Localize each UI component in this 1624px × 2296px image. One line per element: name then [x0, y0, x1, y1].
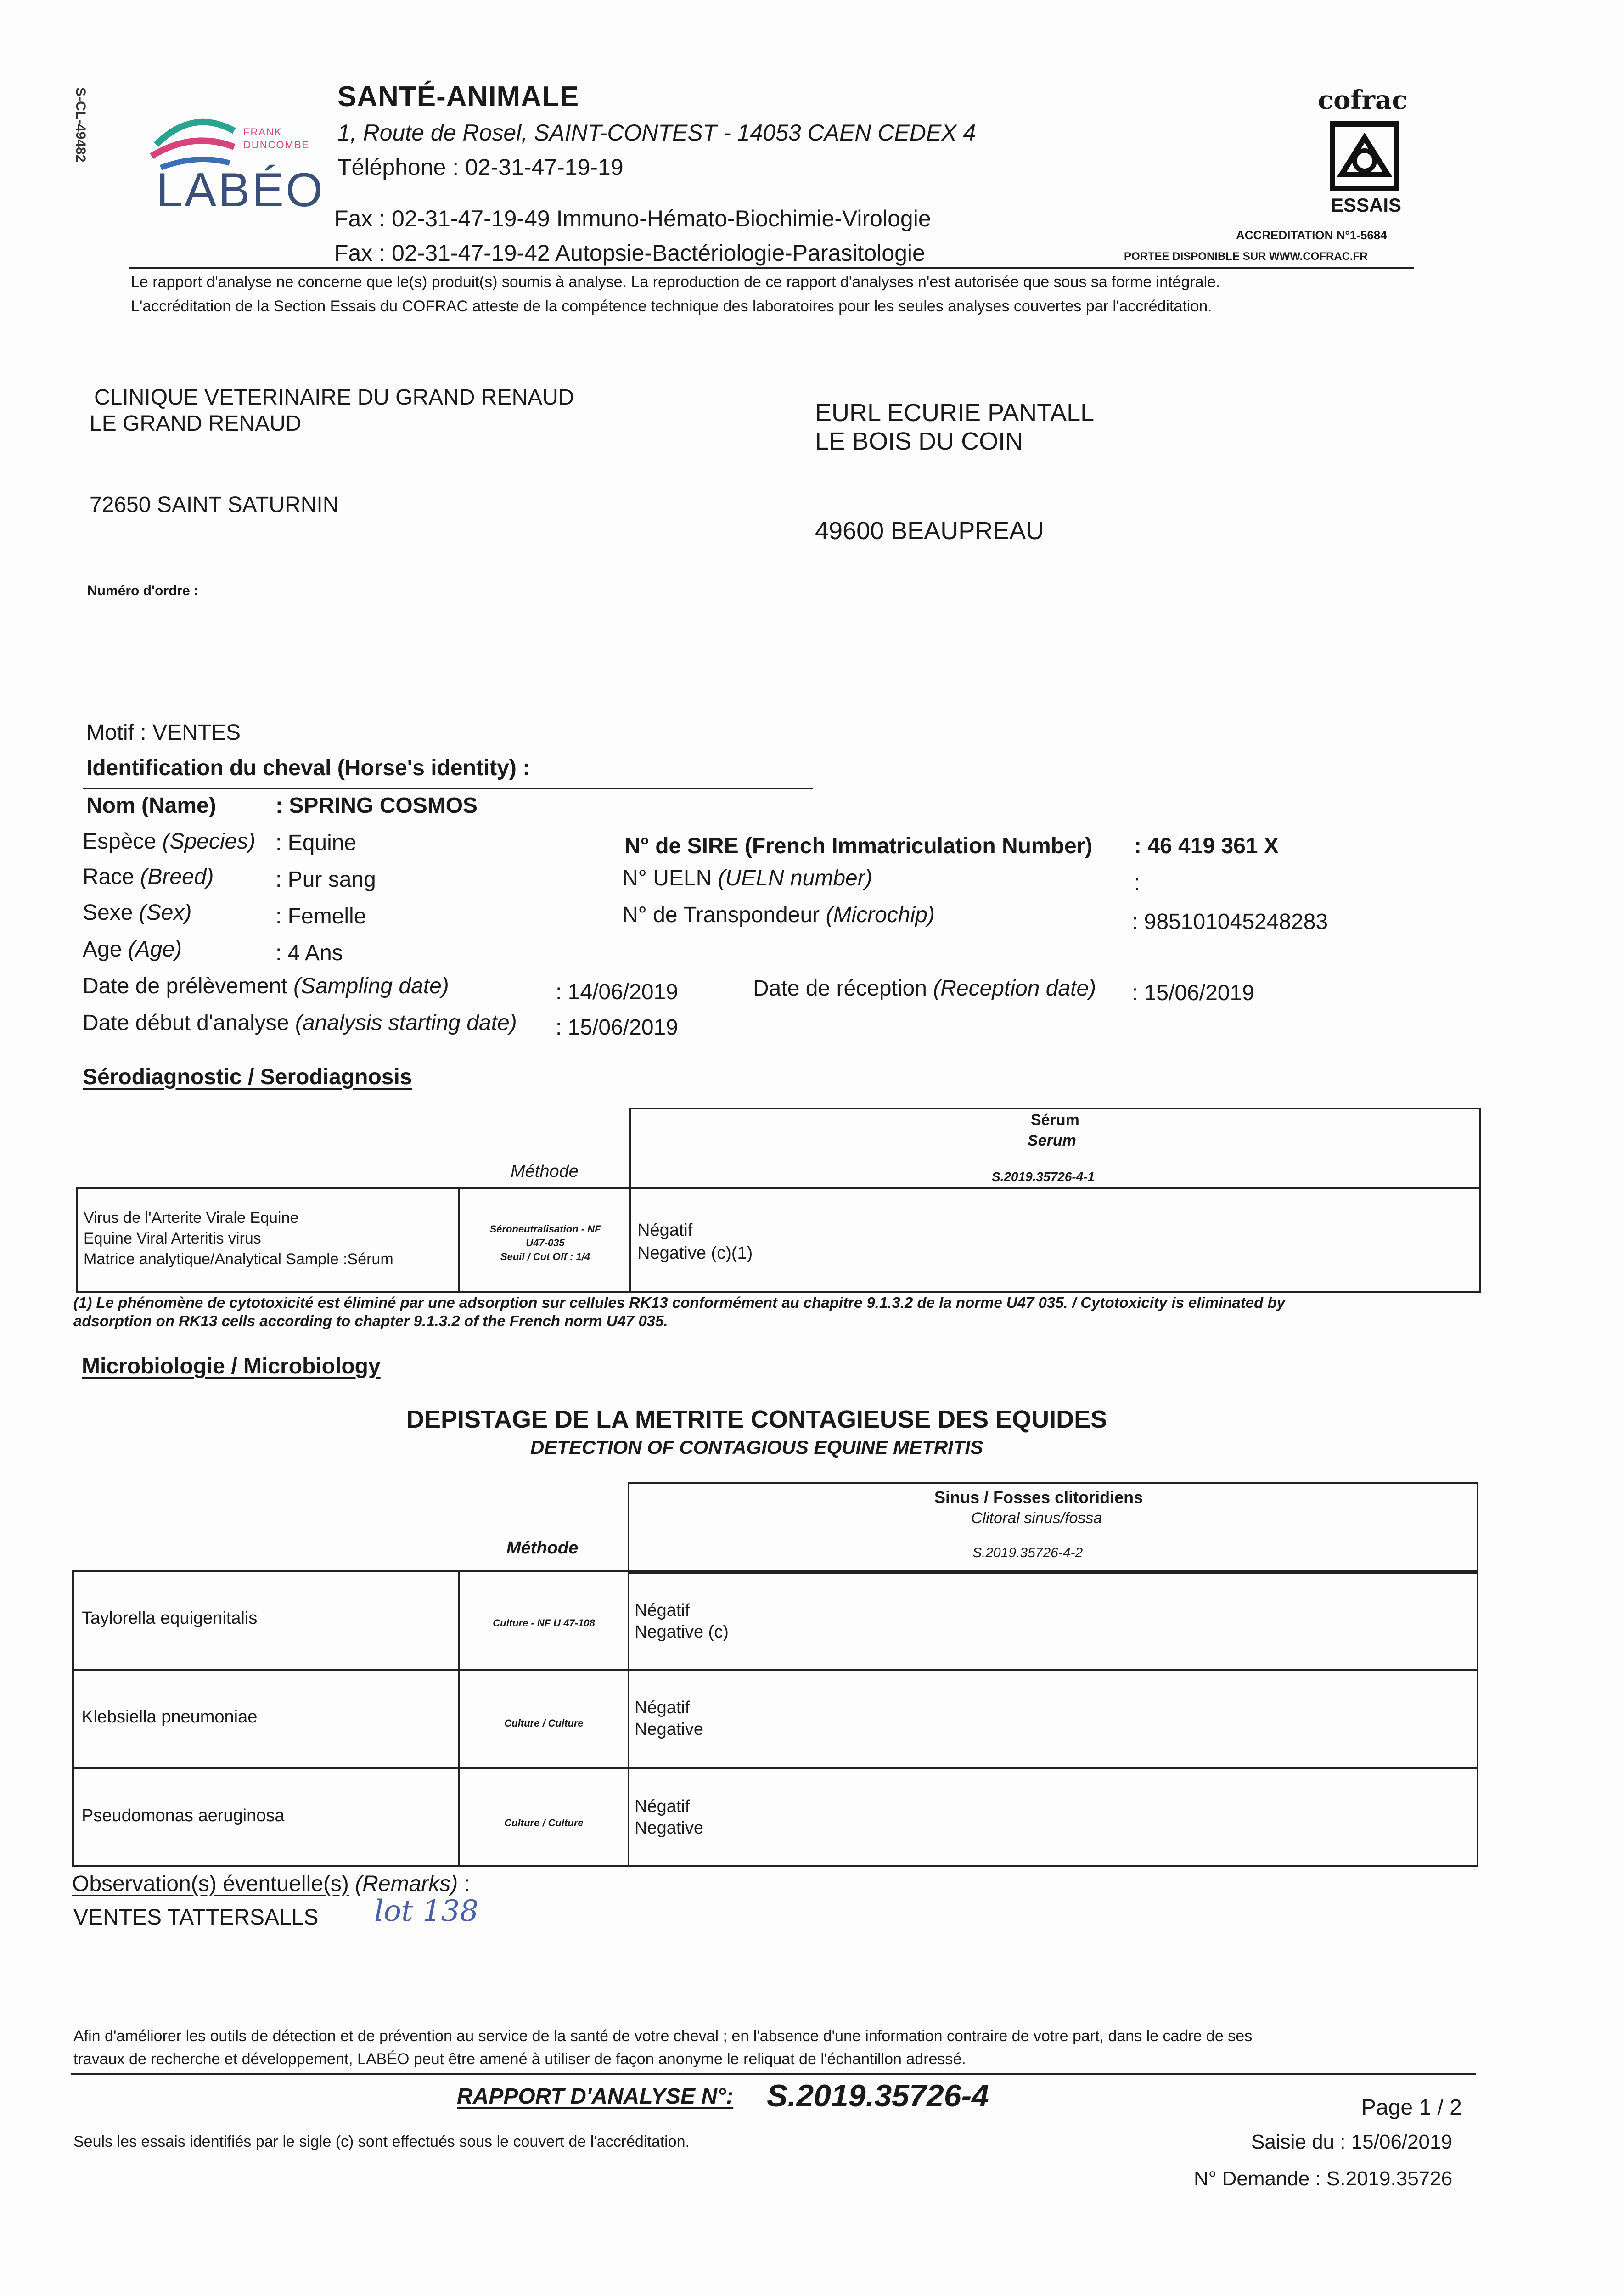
- ueln-label: N° UELN (UELN number): [622, 866, 872, 890]
- footer-info-1: Afin d'améliorer les outils de détection et de prévention au service de la santé de votre cheval ; en l'absence d'une information contraire de votre part, dans le cadre de ses: [73, 2027, 1253, 2045]
- serodiag-sample-ref: S.2019.35726-4-1: [992, 1170, 1095, 1184]
- sire-value: : 46 419 361 X: [1134, 834, 1279, 858]
- side-code: S-CL-49482: [73, 87, 88, 163]
- disclaimer-line-2: L'accréditation de la Section Essais du COFRAC atteste de la compétence technique des laboratoires pour les seules analyses couvertes par l'accréditation.: [131, 298, 1212, 315]
- microbio-row-3-result-1: Négatif: [635, 1797, 690, 1816]
- microbio-row-2-name: Klebsiella pneumoniae: [82, 1707, 258, 1727]
- lab-title: SANTÉ-ANIMALE: [337, 81, 579, 113]
- serodiag-row-name-1: Virus de l'Arterite Virale Equine: [84, 1209, 299, 1227]
- microbio-row-1-result-1: Négatif: [635, 1601, 690, 1620]
- microbio-title: Microbiologie / Microbiology: [82, 1354, 381, 1379]
- analysis-start-label: Date début d'analyse (analysis starting date): [83, 1011, 517, 1035]
- report-number-label: RAPPORT D'ANALYSE N°:: [457, 2084, 734, 2109]
- microbio-row-3-name: Pseudomonas aeruginosa: [82, 1806, 285, 1825]
- microbio-row-3-result-cell: [628, 1767, 1478, 1867]
- serodiag-method-header: Méthode: [511, 1162, 579, 1181]
- serodiag-method-2: U47-035: [526, 1237, 565, 1249]
- serodiag-row-name-2: Equine Viral Arteritis virus: [84, 1230, 261, 1247]
- horse-species-value: : Equine: [275, 831, 357, 855]
- serodiag-footnote-1: (1) Le phénomène de cytotoxicité est éliminé par une adsorption sur cellules RK13 conformément au chapitre 9.1.3.2 de la norme U47 035. / Cytotoxicity is eliminated by: [73, 1294, 1285, 1311]
- cofrac-logo: [1286, 85, 1410, 223]
- sire-label: N° de SIRE (French Immatriculation Number): [624, 834, 1093, 858]
- recipient-line-1: EURL ECURIE PANTALL: [815, 399, 1095, 427]
- motif: Motif : VENTES: [86, 720, 241, 745]
- serodiag-footnote-2: adsorption on RK13 cells according to chapter 9.1.3.2 of the French norm U47 035.: [73, 1312, 668, 1329]
- sender-line-3: 72650 SAINT SATURNIN: [90, 493, 339, 517]
- page-number: Page 1 / 2: [1361, 2095, 1462, 2120]
- microbio-row-3-method: Culture / Culture: [504, 1817, 584, 1829]
- sender-line-1: CLINIQUE VETERINAIRE DU GRAND RENAUD: [94, 385, 574, 410]
- cofrac-portee: PORTEE DISPONIBLE SUR WWW.COFRAC.FR: [1124, 250, 1368, 263]
- microbio-row-1-name: Taylorella equigenitalis: [82, 1609, 258, 1628]
- microbio-row-2-method: Culture / Culture: [504, 1717, 584, 1729]
- cofrac-emblem-icon: [1328, 119, 1401, 193]
- horse-sex-value: : Femelle: [275, 904, 366, 929]
- horse-age-label: Age (Age): [83, 937, 182, 962]
- order-number-label: Numéro d'ordre :: [87, 583, 199, 598]
- transponder-value: : 985101045248283: [1132, 910, 1328, 934]
- disclaimer-line-1: Le rapport d'analyse ne concerne que le(s) produit(s) soumis à analyse. La reproduction de ce rapport d'analyses n'est autorisée que sous sa forme intégrale.: [131, 273, 1220, 291]
- horse-age-value: : 4 Ans: [275, 941, 343, 965]
- analysis-start-value: : 15/06/2019: [556, 1015, 678, 1040]
- cofrac-essais: ESSAIS: [1331, 194, 1402, 216]
- serodiag-result-2: Negative (c)(1): [637, 1244, 753, 1263]
- microbio-row-1-result-2: Negative (c): [635, 1622, 729, 1642]
- recipient-line-3: 49600 BEAUPREAU: [815, 517, 1044, 545]
- serodiag-result-1: Négatif: [637, 1221, 693, 1240]
- identification-underline: [83, 788, 813, 789]
- remarks-label: Observation(s) éventuelle(s) (Remarks) :: [72, 1872, 470, 1896]
- header-divider: [129, 267, 1414, 269]
- identification-title: Identification du cheval (Horse's identity) :: [86, 756, 530, 780]
- footer-info-2: travaux de recherche et développement, LABÉO peut être amené à utiliser de façon anonyme le reliquat de l'échantillon adressé.: [73, 2050, 966, 2068]
- horse-breed-label: Race (Breed): [83, 865, 214, 889]
- microbio-row-1-method: Culture - NF U 47-108: [493, 1617, 595, 1629]
- serodiag-sample-fr: Sérum: [1031, 1111, 1079, 1129]
- serodiag-method-1: Séroneutralisation - NF: [489, 1223, 601, 1235]
- cem-subheading: DETECTION OF CONTAGIOUS EQUINE METRITIS: [530, 1436, 983, 1458]
- microbio-sample-fr: Sinus / Fosses clitoridiens: [934, 1488, 1143, 1507]
- lab-phone: Téléphone : 02-31-47-19-19: [337, 154, 624, 180]
- sender-line-2: LE GRAND RENAUD: [90, 411, 302, 436]
- accreditation-note: Seuls les essais identifiés par le sigle (c) sont effectués sous le couvert de l'accréditation.: [73, 2133, 690, 2150]
- sampling-date-label: Date de prélèvement (Sampling date): [83, 974, 449, 998]
- microbio-sample-en: Clitoral sinus/fossa: [971, 1509, 1102, 1527]
- horse-species-label: Espèce (Species): [83, 829, 256, 854]
- remarks-value: VENTES TATTERSALLS: [73, 1905, 319, 1930]
- cofrac-name: cofrac: [1318, 85, 1408, 115]
- horse-breed-value: : Pur sang: [275, 867, 376, 892]
- saisie-date: Saisie du : 15/06/2019: [1251, 2131, 1452, 2153]
- labeo-logo: [138, 108, 331, 227]
- serodiag-row-result-cell: [629, 1187, 1481, 1293]
- recipient-line-2: LE BOIS DU COIN: [815, 428, 1023, 455]
- logo-small-1: FRANK: [243, 126, 282, 138]
- horse-name-label: Nom (Name): [86, 793, 216, 818]
- microbio-method-header: Méthode: [506, 1538, 579, 1558]
- serodiag-title: Sérodiagnostic / Serodiagnosis: [83, 1065, 412, 1089]
- serodiag-row-name-3: Matrice analytique/Analytical Sample :Sérum: [84, 1250, 393, 1268]
- logo-brand: LABÉO: [156, 163, 325, 217]
- cofrac-accreditation: ACCREDITATION N°1-5684: [1236, 228, 1387, 242]
- horse-name-value: : SPRING COSMOS: [275, 793, 478, 818]
- transponder-label: N° de Transpondeur (Microchip): [622, 903, 935, 927]
- microbio-row-3-result-2: Negative: [635, 1818, 703, 1838]
- lab-fax-2: Fax : 02-31-47-19-42 Autopsie-Bactériologie-Parasitologie: [334, 240, 925, 266]
- horse-sex-label: Sexe (Sex): [83, 900, 192, 925]
- serodiag-sample-en: Serum: [1028, 1132, 1076, 1149]
- ueln-value: :: [1134, 871, 1141, 895]
- cem-heading: DEPISTAGE DE LA METRITE CONTAGIEUSE DES EQUIDES: [406, 1406, 1107, 1433]
- handwritten-lot-note: lot 138: [374, 1894, 479, 1928]
- lab-fax-1: Fax : 02-31-47-19-49 Immuno-Hémato-Biochimie-Virologie: [334, 206, 931, 231]
- footer-divider: [71, 2073, 1476, 2075]
- microbio-sample-ref: S.2019.35726-4-2: [972, 1545, 1083, 1560]
- microbio-row-1-result-cell: [628, 1570, 1478, 1671]
- microbio-row-2-result-cell: [628, 1669, 1478, 1769]
- reception-date-label: Date de réception (Reception date): [753, 976, 1096, 1001]
- reception-date-value: : 15/06/2019: [1132, 981, 1254, 1005]
- microbio-row-2-result-2: Negative: [635, 1720, 703, 1739]
- logo-small-2: DUNCOMBE: [243, 139, 310, 151]
- serodiag-method-3: Seuil / Cut Off : 1/4: [500, 1251, 590, 1262]
- report-number: S.2019.35726-4: [767, 2078, 989, 2113]
- lab-address: 1, Route de Rosel, SAINT-CONTEST - 14053 CAEN CEDEX 4: [337, 120, 976, 146]
- sampling-date-value: : 14/06/2019: [556, 980, 678, 1004]
- demande-number: N° Demande : S.2019.35726: [1194, 2167, 1453, 2190]
- microbio-row-2-result-1: Négatif: [635, 1698, 690, 1717]
